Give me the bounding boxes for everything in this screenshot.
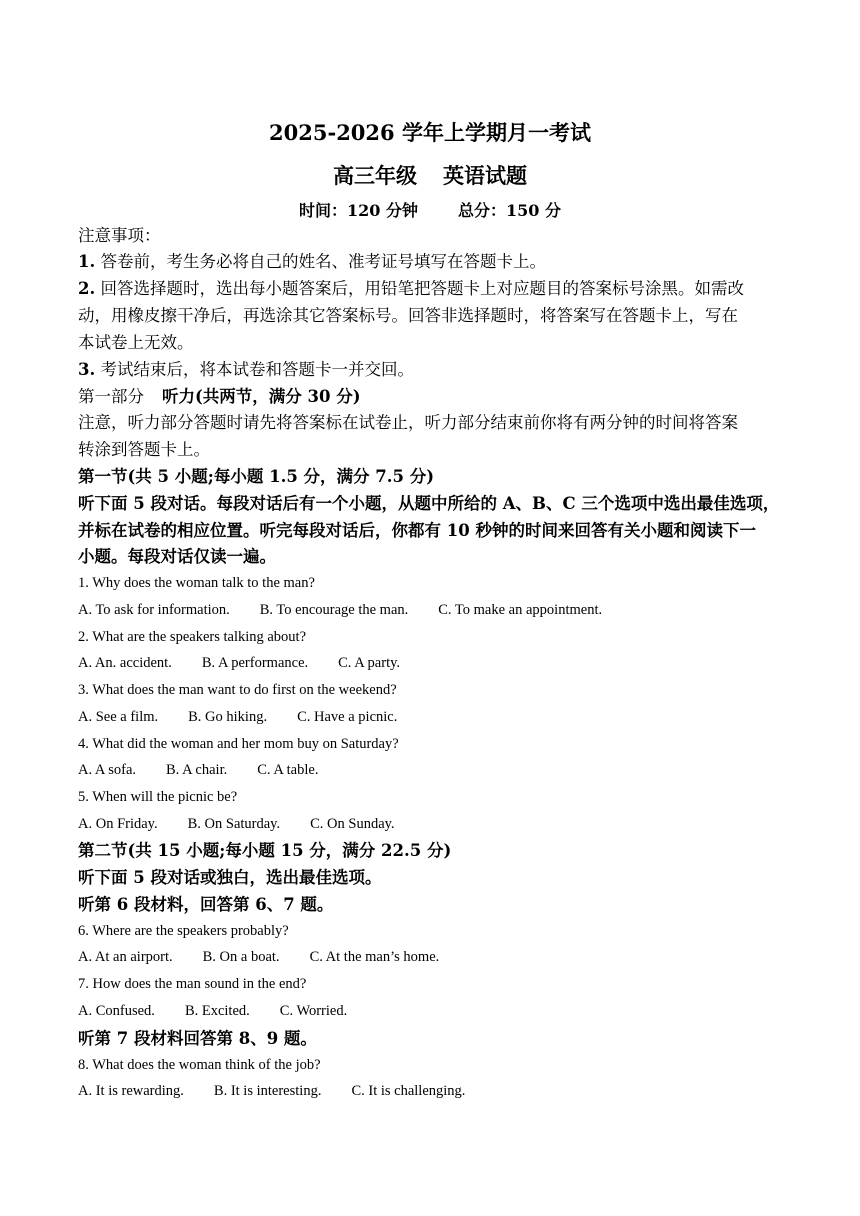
options-7	[78, 1004, 347, 1019]
material-6-heading: 听第 6 段材料，回答第 6、7 题。	[78, 895, 334, 914]
option-c: C. A party.	[338, 655, 401, 671]
option-c: C. To make an appointment.	[438, 602, 603, 618]
section1-title: 第一节(共 5 小题;每小题 1.5 分，满分 7.5 分)	[78, 467, 435, 486]
part1-note-cont: 转涂到答题卡上。	[78, 440, 210, 459]
section2-title: 第二节(共 15 小题;每小题 15 分，满分 22.5 分)	[78, 841, 452, 860]
notice-item-2: 2. 回答选择题时，选出每小题答案后，用铅笔把答题卡上对应题目的答案标号涂黑。如需改	[78, 279, 744, 298]
question-7: 7. How does the man sound in the end?	[78, 976, 307, 992]
option-c: C. A table.	[257, 762, 319, 778]
option-a: A. Confused.	[78, 1003, 155, 1019]
question-8: 8. What does the woman think of the job?	[78, 1057, 321, 1073]
question-5: 5. When will the picnic be?	[78, 789, 238, 805]
question-1: 1. Why does the woman talk to the man?	[78, 575, 315, 591]
options-3	[78, 710, 397, 725]
option-b: B. A performance.	[201, 655, 309, 671]
material-7-heading: 听第 7 段材料回答第 8、9 题。	[78, 1029, 317, 1048]
section2-instruction: 听下面 5 段对话或独白，选出最佳选项。	[78, 868, 382, 887]
notice-heading: 注意事项：	[78, 226, 161, 245]
exam-meta	[0, 198, 860, 221]
option-b: B. Go hiking.	[188, 709, 268, 725]
part1-note: 注意，听力部分答题时请先将答案标在试卷止，听力部分结束前你将有两分钟的时间将答案	[78, 413, 738, 432]
option-a: A. It is rewarding.	[78, 1083, 184, 1099]
section1-instruction-end: 小题。每段对话仅读一遍。	[78, 547, 276, 566]
question-3: 3. What does the man want to do first on the weekend?	[78, 682, 397, 698]
option-c: C. Worried.	[279, 1003, 348, 1019]
option-a: A. To ask for information.	[78, 602, 230, 618]
option-b: B. To encourage the man.	[259, 602, 409, 618]
subject-label: 英语试题	[443, 163, 527, 188]
options-6	[78, 950, 439, 965]
option-a: A. A sofa.	[78, 762, 136, 778]
option-c: C. It is challenging.	[351, 1083, 466, 1099]
option-a: A. At an airport.	[78, 949, 173, 965]
section1-instruction: 听下面 5 段对话。每段对话后有一个小题，从题中所给的 A、B、C 三个选项中选出最佳选项，	[78, 494, 780, 513]
exam-subtitle	[0, 160, 860, 190]
options-1	[78, 603, 602, 618]
option-b: B. It is interesting.	[213, 1083, 322, 1099]
option-b: B. On a boat.	[202, 949, 280, 965]
option-a: A. See a film.	[78, 709, 159, 725]
section1-instruction-cont: 并标在试卷的相应位置。听完每段对话后，你都有 10 秒钟的时间来回答有关小题和阅读下一	[78, 521, 756, 540]
option-a: A. An. accident.	[78, 655, 172, 671]
option-a: A. On Friday.	[78, 816, 158, 832]
option-c: C. At the man’s home.	[309, 949, 440, 965]
time-label: 时间：120 分钟	[299, 201, 418, 220]
notice-item-1: 1. 答卷前，考生务必将自己的姓名、准考证号填写在答题卡上。	[78, 252, 546, 271]
option-c: C. Have a picnic.	[297, 709, 398, 725]
options-5	[78, 817, 395, 832]
exam-title: 2025-2026 学年上学期月一考试	[269, 120, 591, 145]
notice-item-3: 3. 考试结束后，将本试卷和答题卡一并交回。	[78, 360, 414, 379]
question-4: 4. What did the woman and her mom buy on Saturday?	[78, 736, 399, 752]
question-2: 2. What are the speakers talking about?	[78, 629, 307, 645]
options-8	[78, 1084, 465, 1099]
option-b: B. On Saturday.	[187, 816, 281, 832]
part1-title: 第一部分 听力(共两节，满分 30 分)	[78, 387, 361, 406]
grade-label: 高三年级	[333, 163, 417, 188]
options-2	[78, 656, 400, 671]
question-6: 6. Where are the speakers probably?	[78, 923, 289, 939]
option-b: B. Excited.	[184, 1003, 250, 1019]
notice-item-2-cont: 动，用橡皮擦干净后，再选涂其它答案标号。回答非选择题时，将答案写在答题卡上，写在	[78, 306, 738, 325]
score-label: 总分：150 分	[458, 201, 561, 220]
notice-item-2-end: 本试卷上无效。	[78, 333, 194, 352]
option-b: B. A chair.	[166, 762, 228, 778]
option-c: C. On Sunday.	[310, 816, 395, 832]
options-4	[78, 763, 318, 778]
